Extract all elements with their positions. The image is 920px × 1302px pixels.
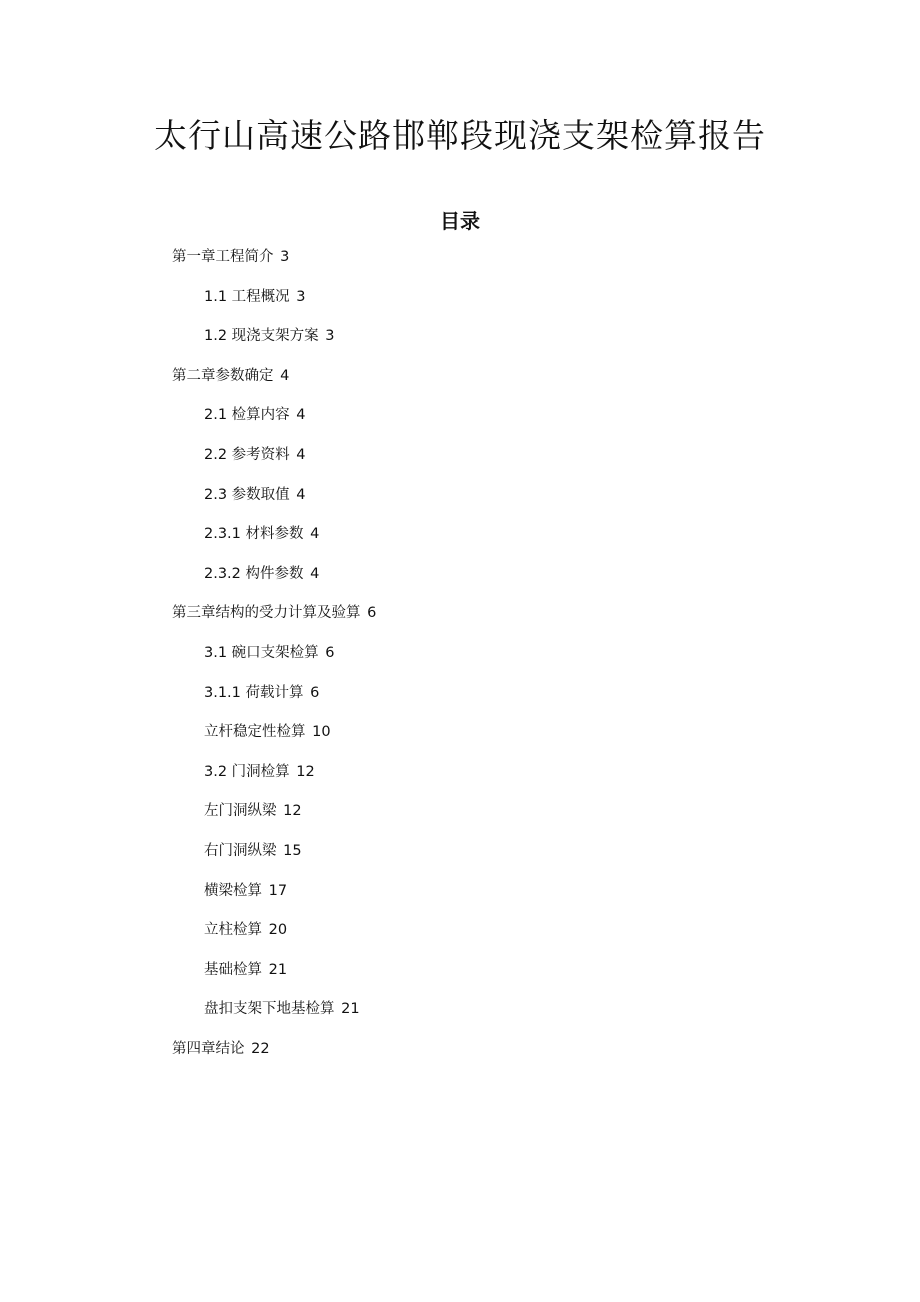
toc-entry-page-number: 4 (310, 526, 320, 543)
toc-entry-page-number: 22 (251, 1040, 270, 1057)
toc-entry[interactable] (0, 323, 920, 363)
toc-entry-page-number: 15 (283, 842, 302, 859)
toc-entry-text: 3.1.1 荷载计算 (204, 684, 304, 701)
toc-entry-text: 第三章结构的受力计算及验算 (172, 605, 361, 622)
toc-entry-page-number: 6 (310, 684, 320, 701)
toc-entry-page-number: 6 (367, 605, 377, 622)
toc-entry[interactable] (0, 363, 920, 403)
toc-entry-page-number: 21 (341, 1001, 360, 1018)
toc-entry-page-number: 21 (268, 961, 288, 978)
toc-entry-text: 右门洞纵梁 (204, 842, 277, 859)
toc-entry-text: 3.1 碗口支架检算 (204, 644, 319, 661)
toc-entry[interactable] (0, 759, 920, 799)
toc-entry-text: 1.2 现浇支架方案 (204, 328, 319, 345)
toc-entry-page-number: 12 (283, 803, 302, 820)
toc-entry[interactable] (0, 600, 920, 640)
toc-entry-text: 左门洞纵梁 (204, 803, 277, 820)
toc-entry-text: 2.3.1 材料参数 (204, 526, 304, 543)
toc-entry-text: 立杆稳定性检算 (204, 724, 306, 741)
toc-entry-text: 2.3.2 构件参数 (204, 565, 304, 582)
toc-entry-page-number: 6 (325, 644, 335, 661)
toc-entry-page-number: 10 (312, 724, 331, 741)
toc-entry[interactable] (0, 284, 920, 324)
toc-entry-page-number: 3 (325, 328, 335, 345)
toc-entry-text: 2.1 检算内容 (204, 407, 290, 424)
toc-entry-text: 盘扣支架下地基检算 (204, 1001, 335, 1018)
toc-entry-text: 1.1 工程概况 (204, 288, 290, 305)
toc-entry-text: 2.3 参数取值 (204, 486, 290, 503)
toc-entry-text: 横梁检算 (204, 882, 262, 899)
toc-entry[interactable] (0, 640, 920, 680)
toc-entry[interactable] (0, 402, 920, 442)
toc-entry-text: 立柱检算 (204, 922, 262, 939)
table-of-contents (0, 244, 920, 1075)
toc-entry[interactable] (0, 719, 920, 759)
toc-entry-text: 2.2 参考资料 (204, 446, 290, 463)
toc-entry[interactable] (0, 878, 920, 918)
toc-entry[interactable] (0, 482, 920, 522)
toc-entry[interactable] (0, 1036, 920, 1076)
toc-entry-text: 3.2 门洞检算 (204, 763, 290, 780)
document-title: 太行山高速公路邯郸段现浇支架检算报告 (154, 116, 766, 155)
toc-entry-page-number: 3 (296, 288, 306, 305)
toc-entry[interactable] (0, 442, 920, 482)
toc-entry[interactable] (0, 838, 920, 878)
toc-entry[interactable] (0, 244, 920, 284)
toc-entry-page-number: 3 (280, 249, 290, 265)
toc-entry[interactable] (0, 561, 920, 601)
toc-entry[interactable] (0, 521, 920, 561)
toc-entry-page-number: 4 (296, 486, 306, 503)
toc-entry-page-number: 17 (268, 882, 288, 899)
toc-entry[interactable] (0, 680, 920, 720)
toc-entry[interactable] (0, 996, 920, 1036)
toc-entry-page-number: 4 (310, 565, 320, 582)
toc-entry-page-number: 4 (296, 446, 306, 463)
toc-heading: 目录 (440, 209, 480, 233)
toc-entry[interactable] (0, 917, 920, 957)
toc-entry-page-number: 12 (296, 763, 315, 780)
toc-entry-text: 基础检算 (204, 961, 262, 978)
toc-entry-text: 第二章参数确定 (172, 367, 274, 384)
toc-entry-page-number: 4 (280, 367, 290, 384)
toc-entry-page-number: 20 (268, 922, 288, 939)
toc-entry[interactable] (0, 957, 920, 997)
toc-entry[interactable] (0, 798, 920, 838)
toc-entry-text: 第一章工程简介 (172, 249, 274, 265)
toc-entry-page-number: 4 (296, 407, 306, 424)
toc-entry-text: 第四章结论 (172, 1040, 245, 1057)
